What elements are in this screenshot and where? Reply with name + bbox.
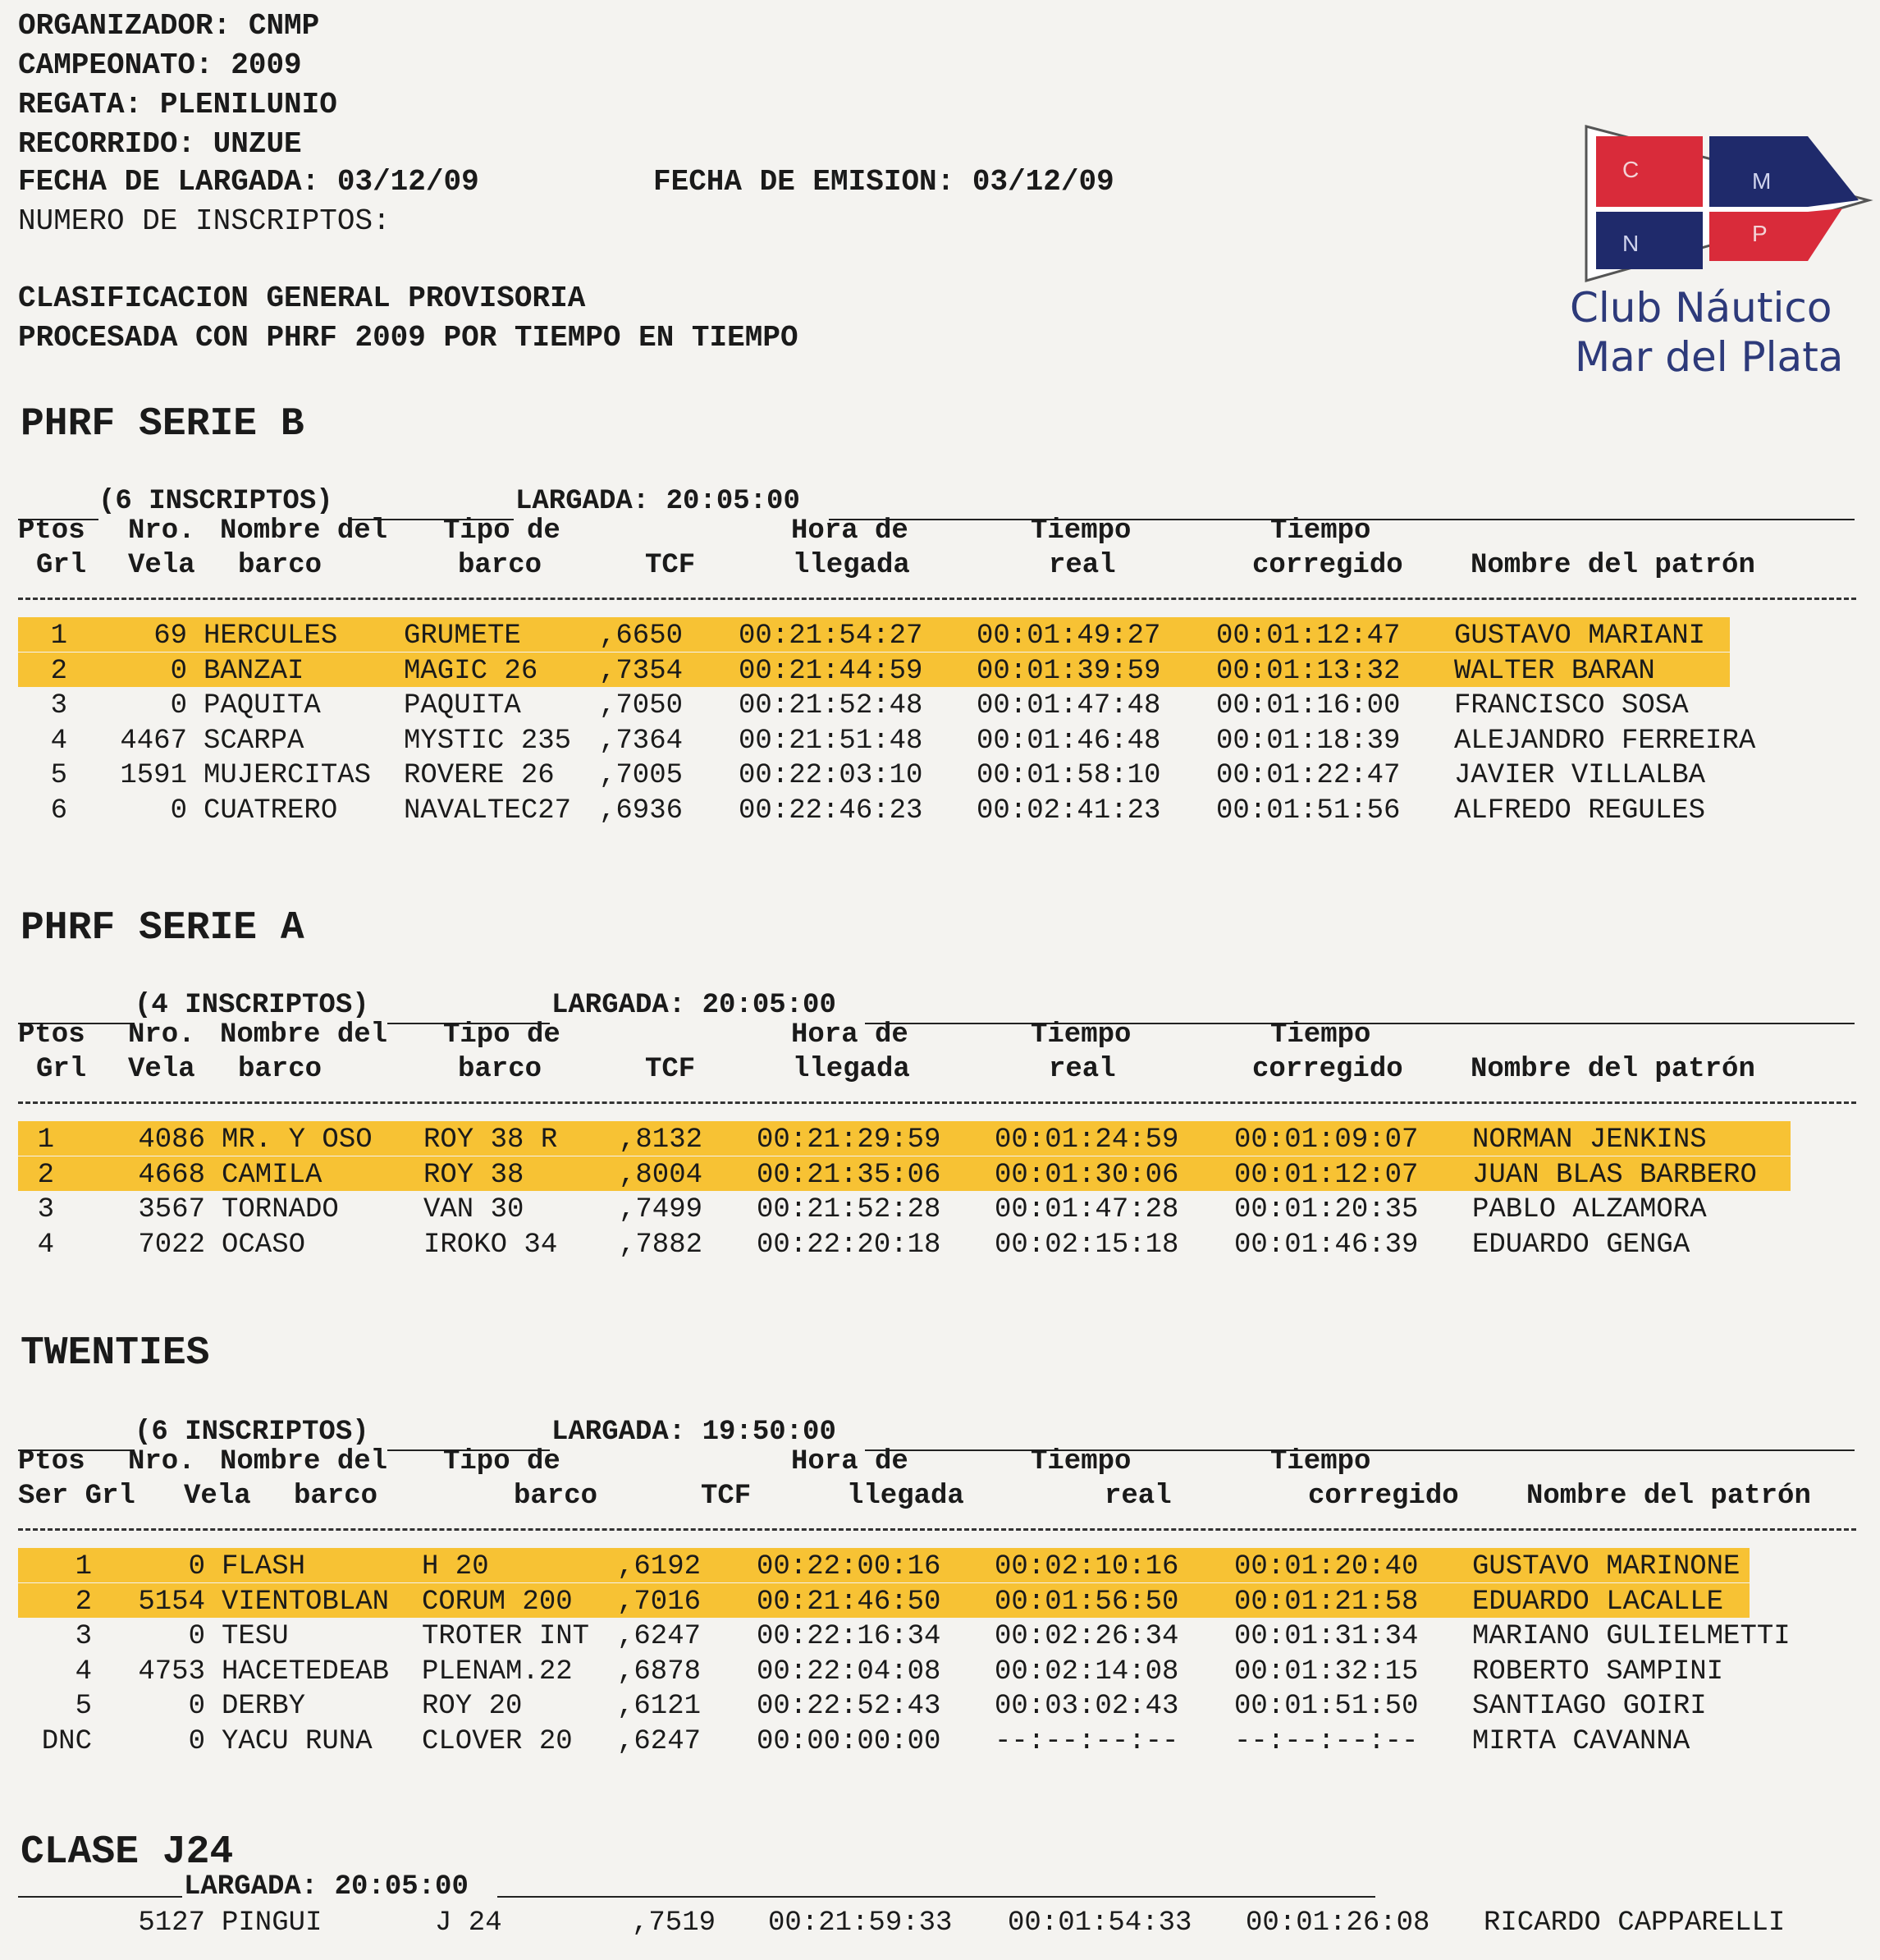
cell-patron: ROBERTO SAMPINI	[1472, 1655, 1724, 1688]
cell-vela: 0	[170, 655, 187, 687]
col-tiempo-corregido: Tiempo	[1270, 515, 1371, 547]
cell-hora: 00:21:44:59	[739, 655, 923, 687]
cell-patron: ALEJANDRO FERREIRA	[1454, 725, 1756, 757]
cell-barco: SCARPA	[204, 725, 304, 757]
table-row	[0, 1691, 1880, 1724]
col-barco: barco	[238, 550, 322, 581]
cell-real: --:--:--:--	[995, 1725, 1179, 1757]
cell-pos: 3	[75, 1621, 92, 1652]
cell-corregido: 00:01:09:07	[1234, 1124, 1419, 1156]
cell-vela: 4467	[120, 725, 187, 757]
col-patron: Nombre del patrón	[1526, 1481, 1811, 1512]
cell-patron: MIRTA CAVANNA	[1472, 1725, 1690, 1757]
cell-real: 00:02:14:08	[995, 1655, 1179, 1688]
cell-barco: CAMILA	[222, 1159, 322, 1191]
section-title: CLASE J24	[21, 1830, 234, 1875]
table-row	[0, 1726, 1880, 1759]
cell-patron: WALTER BARAN	[1454, 655, 1655, 687]
cell-tcf: ,7882	[619, 1229, 703, 1261]
cell-pos: 6	[50, 795, 67, 827]
largada-time: LARGADA: 20:05:00	[551, 990, 836, 1021]
cell-real: 00:02:41:23	[977, 795, 1161, 827]
col-corregido: corregido	[1252, 550, 1403, 581]
cell-tcf: ,7519	[632, 1907, 716, 1939]
dashed-separator	[18, 598, 1856, 600]
col-tipo: Tipo de	[443, 515, 560, 547]
table-row	[0, 1124, 1880, 1157]
procesada: PROCESADA CON PHRF 2009 POR TIEMPO EN TIEMPO	[18, 321, 798, 355]
cell-real: 00:02:26:34	[995, 1621, 1179, 1652]
col-ptos: Ptos	[18, 515, 85, 547]
organizador: ORGANIZADOR: CNMP	[18, 9, 320, 43]
col-real: real	[1049, 1054, 1116, 1085]
table-row	[0, 1551, 1880, 1584]
table-row	[0, 1587, 1880, 1619]
pennant-flag-icon	[1563, 115, 1875, 287]
inscriptos-count: (6 INSCRIPTOS)	[135, 1417, 369, 1448]
col-nombre: Nombre del	[220, 515, 388, 547]
cell-tipo: NAVALTEC27	[404, 795, 572, 827]
col-tcf: TCF	[701, 1481, 752, 1512]
cell-patron: PABLO ALZAMORA	[1472, 1194, 1707, 1225]
numero-inscriptos: NUMERO DE INSCRIPTOS:	[18, 204, 391, 238]
col-hora: Hora de	[791, 1446, 908, 1477]
col-tiempo-corregido: Tiempo	[1270, 1019, 1371, 1051]
col-vela: Vela	[128, 1054, 195, 1085]
cell-hora: 00:21:29:59	[757, 1124, 941, 1156]
cell-tcf: ,8004	[619, 1159, 703, 1191]
table-row	[0, 1160, 1880, 1193]
cell-barco: MUJERCITAS	[204, 760, 372, 791]
col-ptos: Ptos	[18, 1019, 85, 1051]
cell-vela: 5154	[138, 1586, 205, 1618]
cell-corregido: 00:01:20:35	[1234, 1194, 1419, 1225]
cell-hora: 00:22:52:43	[757, 1691, 941, 1722]
cell-real: 00:01:47:28	[995, 1194, 1179, 1225]
inscriptos-count: (6 INSCRIPTOS)	[98, 486, 333, 517]
col-tiempo-real: Tiempo	[1031, 515, 1132, 547]
cell-corregido: 00:01:12:07	[1234, 1159, 1419, 1191]
cell-corregido: 00:01:21:58	[1234, 1586, 1419, 1618]
cell-patron: ALFREDO REGULES	[1454, 795, 1706, 827]
cell-corregido: --:--:--:--	[1234, 1725, 1419, 1757]
cell-hora: 00:22:16:34	[757, 1621, 941, 1652]
cell-tipo: ROY 20	[422, 1691, 523, 1722]
col-tipo-barco: barco	[458, 1054, 542, 1085]
cell-pos: 2	[37, 1159, 54, 1191]
cell-corregido: 00:01:26:08	[1246, 1907, 1430, 1939]
cell-patron: SANTIAGO GOIRI	[1472, 1691, 1707, 1722]
cell-vela: 0	[188, 1691, 205, 1722]
club-logo	[1563, 115, 1875, 386]
cell-tcf: ,6878	[617, 1655, 702, 1688]
cell-hora: 00:22:03:10	[739, 760, 923, 791]
cell-real: 00:01:54:33	[1008, 1907, 1192, 1939]
cell-tipo: ROY 38 R	[423, 1124, 558, 1156]
cell-hora: 00:22:20:18	[757, 1229, 941, 1261]
cell-vela: 0	[188, 1725, 205, 1757]
cell-barco: PINGUI	[222, 1907, 322, 1939]
section-title: PHRF SERIE A	[21, 906, 304, 950]
cell-tcf: ,6247	[617, 1621, 702, 1652]
cell-corregido: 00:01:16:00	[1216, 690, 1401, 721]
cell-tipo: ROY 38	[423, 1159, 524, 1191]
regata: REGATA: PLENILUNIO	[18, 88, 337, 121]
cell-pos: 4	[50, 725, 67, 757]
cell-vela: 4086	[138, 1124, 205, 1156]
cell-patron: GUSTAVO MARINONE	[1472, 1551, 1740, 1582]
cell-patron: JUAN BLAS BARBERO	[1472, 1159, 1757, 1191]
col-tiempo-real: Tiempo	[1031, 1446, 1132, 1477]
section-title: PHRF SERIE B	[21, 402, 304, 446]
cell-pos: 4	[75, 1655, 92, 1688]
cell-barco: YACU RUNA	[222, 1725, 373, 1757]
col-nro: Nro.	[128, 515, 195, 547]
cell-pos: 1	[50, 621, 67, 652]
section-title: TWENTIES	[21, 1331, 210, 1376]
cell-barco: HACETEDEAB	[222, 1655, 390, 1688]
cell-hora: 00:21:52:28	[757, 1194, 941, 1225]
col-real: real	[1105, 1481, 1172, 1512]
cell-barco: HERCULES	[204, 621, 338, 652]
cell-barco: DERBY	[222, 1691, 306, 1722]
col-barco: barco	[238, 1054, 322, 1085]
col-llegada: llegada	[793, 1054, 910, 1085]
col-nro: Nro.	[128, 1446, 195, 1477]
cell-patron: EDUARDO GENGA	[1472, 1229, 1690, 1261]
cell-real: 00:01:30:06	[995, 1159, 1179, 1191]
col-grl: Grl	[36, 550, 87, 581]
cell-vela: 7022	[138, 1229, 205, 1261]
col-hora: Hora de	[791, 515, 908, 547]
cell-hora: 00:21:54:27	[739, 621, 923, 652]
cell-vela: 5127	[138, 1907, 205, 1939]
cell-tcf: ,7016	[617, 1586, 702, 1618]
cell-tipo: TROTER INT	[422, 1621, 590, 1652]
dashed-separator	[18, 1528, 1856, 1531]
cell-pos: 2	[50, 655, 67, 687]
cell-patron: FRANCISCO SOSA	[1454, 690, 1689, 721]
col-llegada: llegada	[847, 1481, 964, 1512]
table-row	[0, 1621, 1880, 1654]
cell-tipo: MYSTIC 235	[404, 725, 572, 757]
col-tcf: TCF	[645, 1054, 696, 1085]
table-row	[0, 1907, 1880, 1940]
cell-hora: 00:21:59:33	[768, 1907, 953, 1939]
cell-pos: 1	[37, 1124, 54, 1156]
cell-pos: 1	[75, 1551, 92, 1582]
col-tipo-barco: barco	[458, 550, 542, 581]
cell-corregido: 00:01:22:47	[1216, 760, 1401, 791]
table-row	[0, 1194, 1880, 1227]
col-corregido: corregido	[1252, 1054, 1403, 1085]
col-patron: Nombre del patrón	[1471, 1054, 1755, 1085]
logo-letter-n: N	[1622, 231, 1640, 256]
cell-patron: EDUARDO LACALLE	[1472, 1586, 1724, 1618]
col-nombre: Nombre del	[220, 1446, 388, 1477]
col-corregido: corregido	[1308, 1481, 1459, 1512]
col-nro: Nro.	[128, 1019, 195, 1051]
cell-corregido: 00:01:18:39	[1216, 725, 1401, 757]
table-row	[0, 795, 1880, 828]
cell-tipo: ROVERE 26	[404, 760, 555, 791]
cell-real: 00:01:39:59	[977, 655, 1161, 687]
cell-hora: 00:22:04:08	[757, 1655, 941, 1688]
cell-corregido: 00:01:51:56	[1216, 795, 1401, 827]
cell-vela: 1591	[120, 760, 187, 791]
cell-real: 00:03:02:43	[995, 1691, 1179, 1722]
logo-letter-p: P	[1752, 221, 1768, 246]
col-grl: Ser Grl	[18, 1481, 135, 1512]
largada-time: LARGADA: 20:05:00	[184, 1871, 469, 1903]
col-tiempo-real: Tiempo	[1031, 1019, 1132, 1051]
logo-letter-c: C	[1622, 157, 1640, 182]
cell-tcf: ,7005	[599, 760, 684, 791]
cell-patron: GUSTAVO MARIANI	[1454, 621, 1706, 652]
fecha-emision: FECHA DE EMISION: 03/12/09	[653, 165, 1114, 199]
cell-corregido: 00:01:32:15	[1234, 1655, 1419, 1688]
cell-corregido: 00:01:12:47	[1216, 621, 1401, 652]
cell-hora: 00:00:00:00	[757, 1725, 941, 1757]
col-tipo: Tipo de	[443, 1446, 560, 1477]
col-real: real	[1049, 550, 1116, 581]
col-llegada: llegada	[793, 550, 910, 581]
cell-patron: RICARDO CAPPARELLI	[1484, 1907, 1786, 1939]
cell-tipo: VAN 30	[423, 1194, 524, 1225]
underline	[18, 1896, 182, 1898]
cell-tcf: ,8132	[619, 1124, 703, 1156]
cell-vela: 4753	[138, 1655, 205, 1688]
col-tipo: Tipo de	[443, 1019, 560, 1051]
cell-vela: 3567	[138, 1194, 205, 1225]
cell-pos: 3	[50, 690, 67, 721]
cell-real: 00:01:56:50	[995, 1586, 1179, 1618]
largada-time: LARGADA: 19:50:00	[551, 1417, 836, 1448]
table-row	[0, 726, 1880, 758]
table-row	[0, 690, 1880, 723]
table-row	[0, 621, 1880, 653]
cell-pos: 5	[75, 1691, 92, 1722]
col-barco: barco	[294, 1481, 378, 1512]
cell-barco: TESU	[222, 1621, 289, 1652]
col-hora: Hora de	[791, 1019, 908, 1051]
cell-hora: 00:21:46:50	[757, 1586, 941, 1618]
cell-pos: 2	[75, 1586, 92, 1618]
cell-real: 00:01:49:27	[977, 621, 1161, 652]
cell-barco: PAQUITA	[204, 690, 321, 721]
cell-hora: 00:22:46:23	[739, 795, 923, 827]
table-row	[0, 1230, 1880, 1262]
cell-tipo: GRUMETE	[404, 621, 521, 652]
cell-patron: NORMAN JENKINS	[1472, 1124, 1707, 1156]
dashed-separator	[18, 1101, 1856, 1104]
cell-barco: TORNADO	[222, 1194, 339, 1225]
cell-corregido: 00:01:46:39	[1234, 1229, 1419, 1261]
recorrido: RECORRIDO: UNZUE	[18, 127, 302, 161]
underline	[497, 1896, 1375, 1898]
cell-corregido: 00:01:20:40	[1234, 1551, 1419, 1582]
logo-letter-m: M	[1752, 168, 1772, 194]
cell-tipo: IROKO 34	[423, 1229, 558, 1261]
cell-vela: 0	[170, 795, 187, 827]
col-patron: Nombre del patrón	[1471, 550, 1755, 581]
cell-corregido: 00:01:13:32	[1216, 655, 1401, 687]
cell-hora: 00:21:35:06	[757, 1159, 941, 1191]
col-nombre: Nombre del	[220, 1019, 388, 1051]
cell-tcf: ,7354	[599, 655, 684, 687]
cell-tcf: ,6247	[617, 1725, 702, 1757]
cell-pos: 3	[37, 1194, 54, 1225]
cell-pos: DNC	[41, 1725, 92, 1757]
col-vela: Vela	[128, 550, 195, 581]
cell-barco: MR. Y OSO	[222, 1124, 373, 1156]
col-tcf: TCF	[645, 550, 696, 581]
campeonato: CAMPEONATO: 2009	[18, 48, 302, 82]
cell-hora: 00:21:51:48	[739, 725, 923, 757]
cell-tipo: CORUM 200	[422, 1586, 573, 1618]
cell-hora: 00:22:00:16	[757, 1551, 941, 1582]
cell-tipo: PAQUITA	[404, 690, 521, 721]
cell-tcf: ,6121	[617, 1691, 702, 1722]
largada-time: LARGADA: 20:05:00	[515, 486, 800, 517]
cell-barco: VIENTOBLAN	[222, 1586, 390, 1618]
cell-tcf: ,7050	[599, 690, 684, 721]
cell-real: 00:01:24:59	[995, 1124, 1179, 1156]
cell-barco: CUATRERO	[204, 795, 338, 827]
cell-hora: 00:21:52:48	[739, 690, 923, 721]
col-ptos: Ptos	[18, 1446, 85, 1477]
cell-tipo: H 20	[422, 1551, 489, 1582]
cell-barco: OCASO	[222, 1229, 306, 1261]
fecha-largada: FECHA DE LARGADA: 03/12/09	[18, 165, 479, 199]
clasificacion: CLASIFICACION GENERAL PROVISORIA	[18, 282, 586, 315]
cell-corregido: 00:01:31:34	[1234, 1621, 1419, 1652]
logo-text-line2: Mar del Plata	[1575, 333, 1844, 381]
cell-vela: 0	[188, 1621, 205, 1652]
cell-barco: FLASH	[222, 1551, 306, 1582]
cell-vela: 0	[170, 690, 187, 721]
cell-real: 00:01:47:48	[977, 690, 1161, 721]
table-row	[0, 760, 1880, 793]
cell-tcf: ,6192	[617, 1551, 702, 1582]
cell-barco: BANZAI	[204, 655, 304, 687]
col-grl: Grl	[36, 1054, 87, 1085]
cell-real: 00:01:46:48	[977, 725, 1161, 757]
table-row	[0, 656, 1880, 689]
cell-pos: 4	[37, 1229, 54, 1261]
cell-tcf: ,6650	[599, 621, 684, 652]
cell-real: 00:02:10:16	[995, 1551, 1179, 1582]
col-vela: Vela	[184, 1481, 251, 1512]
inscriptos-count: (4 INSCRIPTOS)	[135, 990, 369, 1021]
cell-corregido: 00:01:51:50	[1234, 1691, 1419, 1722]
cell-pos: 5	[50, 760, 67, 791]
cell-patron: JAVIER VILLALBA	[1454, 760, 1706, 791]
cell-vela: 69	[153, 621, 187, 652]
cell-tipo: MAGIC 26	[404, 655, 538, 687]
cell-tipo: PLENAM.22	[422, 1655, 573, 1688]
col-tipo-barco: barco	[514, 1481, 598, 1512]
cell-tipo: CLOVER 20	[422, 1725, 573, 1757]
cell-tcf: ,7364	[599, 725, 684, 757]
cell-real: 00:01:58:10	[977, 760, 1161, 791]
cell-tipo: J 24	[435, 1907, 502, 1939]
cell-patron: MARIANO GULIELMETTI	[1472, 1621, 1791, 1652]
cell-tcf: ,7499	[619, 1194, 703, 1225]
cell-vela: 4668	[138, 1159, 205, 1191]
cell-real: 00:02:15:18	[995, 1229, 1179, 1261]
col-tiempo-corregido: Tiempo	[1270, 1446, 1371, 1477]
table-row	[0, 1656, 1880, 1689]
cell-vela: 0	[188, 1551, 205, 1582]
cell-tcf: ,6936	[599, 795, 684, 827]
logo-text-line1: Club Náutico	[1570, 284, 1832, 332]
